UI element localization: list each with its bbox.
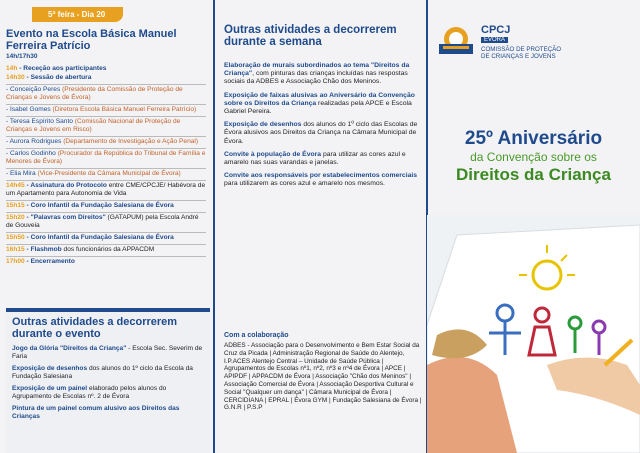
collaboration-box <box>224 332 424 412</box>
schedule-item: 15h15 - Coro Infantil da Fundação Salesiana de Évora <box>6 201 206 213</box>
cover-column <box>427 0 640 453</box>
speaker-item: - Aurora Rodrigues (Departamento de Investigação e Ação Penal) <box>6 137 206 149</box>
day-tab: 5ª feira - Dia 20 <box>32 7 123 22</box>
event-title: Evento na Escola Básica Manuel Ferreira Patrício <box>6 28 177 52</box>
headline-line1: 25º Aniversário <box>464 128 603 149</box>
speaker-item: - Conceição Peres (Presidente da Comissão de Proteção de Crianças e Jovens de Évora) <box>6 85 206 105</box>
speaker-item: - Eliа Mira (Vice-Presidente da Câmara Municipal de Évora) <box>6 169 206 181</box>
logo-name: CPCJ <box>481 24 511 36</box>
activity-item: Exposição de um painel elaborado pelos alunos do Agrupamento de Escolas nº. 2 de Évora <box>12 385 167 400</box>
headline-line2: da Convenção sobre os <box>470 150 597 164</box>
activity-item: Exposição de desenhos dos alunos do 1º ciclo das Escolas de Évora alusivos aos Direitos da Criança na Câmara Municipal de Évora. <box>224 121 418 145</box>
collaboration-text: ADBES - Associação para o Desenvolvimento e Bem Estar Social da Cruz da Picada | Administração Regional de Saúde do Alentejo, I.P.ACES Alentejo Central – Unidade de Saúde Pública | Agrupamentos de Escolas nº1, nº2, nº3 e nº4 de Évora | APCE | APIPDF | APPACDM de Évora | Associação "Chão dos Meninos" | Associação Comercial de Évora | Associação Desportiva Cultural e Social "Qualquer um dança" | Câmara Municipal de Évora | CERCIDIANA | EPRAL | Évora GYM | Fundação Salesiana de Évora | G.N.R | P.S.P <box>224 342 422 412</box>
headline-line3: Direitos da Criança <box>456 165 611 184</box>
child-drawing-photo <box>427 215 640 453</box>
schedule-item: 14h30 - Sessão de abertura <box>6 73 206 85</box>
schedule-item: 14h45 - Assinatura do Protocolo entre CME/CPCJE/ Habévora de um Apartamento para Autonomia de Vida <box>6 181 206 201</box>
event-column <box>0 0 214 453</box>
during-title: Outras atividades a decorrerem durante o evento <box>12 316 178 340</box>
during-event-box <box>6 308 210 453</box>
logo-city: ÉVORA <box>481 37 508 43</box>
activity-item: Jogo da Glória "Direitos da Criança" - Escola Sec. Severim de Faria <box>12 345 203 360</box>
activity-item: Elaboração de murais subordinados ao tema "Direitos da Criança", com pinturas das crianças incluídas nas respostas sociais da ADBES e Associação Chão dos Meninos. <box>224 62 410 86</box>
collaboration-title: Com a colaboração <box>224 332 289 339</box>
speaker-item: - Teresa Espírito Santo (Comissão Nacional de Proteção de Crianças e Jovens em Risco) <box>6 117 206 137</box>
week-title: Outras atividades a decorrerem durante a semana <box>224 24 397 48</box>
activity-item: Pintura de um painel comum alusivo aos Direitos das Crianças <box>12 405 180 420</box>
schedule-list <box>6 64 206 266</box>
activity-item: Convite à população de Évora para utilizar as cores azul e amarelo nas suas varandas e janelas. <box>224 150 406 167</box>
cpcj-logo <box>439 20 629 70</box>
schedule-item: 16h15 - Flashmob dos funcionários da APPACDM <box>6 245 206 257</box>
week-column <box>214 0 427 453</box>
schedule-item: 14h - Receção aos participantes <box>6 65 107 72</box>
headline <box>427 128 640 185</box>
schedule-item: 15h50 - Coro Infantil da Fundação Salesiana de Évora <box>6 233 206 245</box>
activity-item: Exposição de faixas alusivas ao Aniversário da Convenção sobre os Direitos da Criança realizadas pela APCE e Escola Gabriel Pereira. <box>224 91 415 116</box>
speaker-item: - Isabel Gomes (Diretora Escola Básica Manuel Ferreira Patrício) <box>6 105 206 117</box>
speaker-item: - Carlos Godinho (Procurador da República do Tribunal de Família e Menores de Évora) <box>6 149 206 169</box>
schedule-item: 17h00 - Encerramento <box>6 258 75 265</box>
event-time: 14h/17h30 <box>6 53 38 60</box>
activity-item: Convite aos responsáveis por estabelecimentos comerciais para utilizarem as cores azul e amarelo nos mesmos. <box>224 172 418 188</box>
logo-description: COMISSÃO DE PROTEÇÃO DE CRIANÇAS E JOVENS <box>481 46 562 60</box>
schedule-item: 15h20 - "Palavras com Direitos" (GATAPUM) pela Escola André de Gouveia <box>6 213 206 233</box>
logo-icon <box>439 24 473 54</box>
activity-item: Exposição de desenhos dos alunos do 1º ciclo da Escola da Fundação Salesiana <box>12 365 193 380</box>
